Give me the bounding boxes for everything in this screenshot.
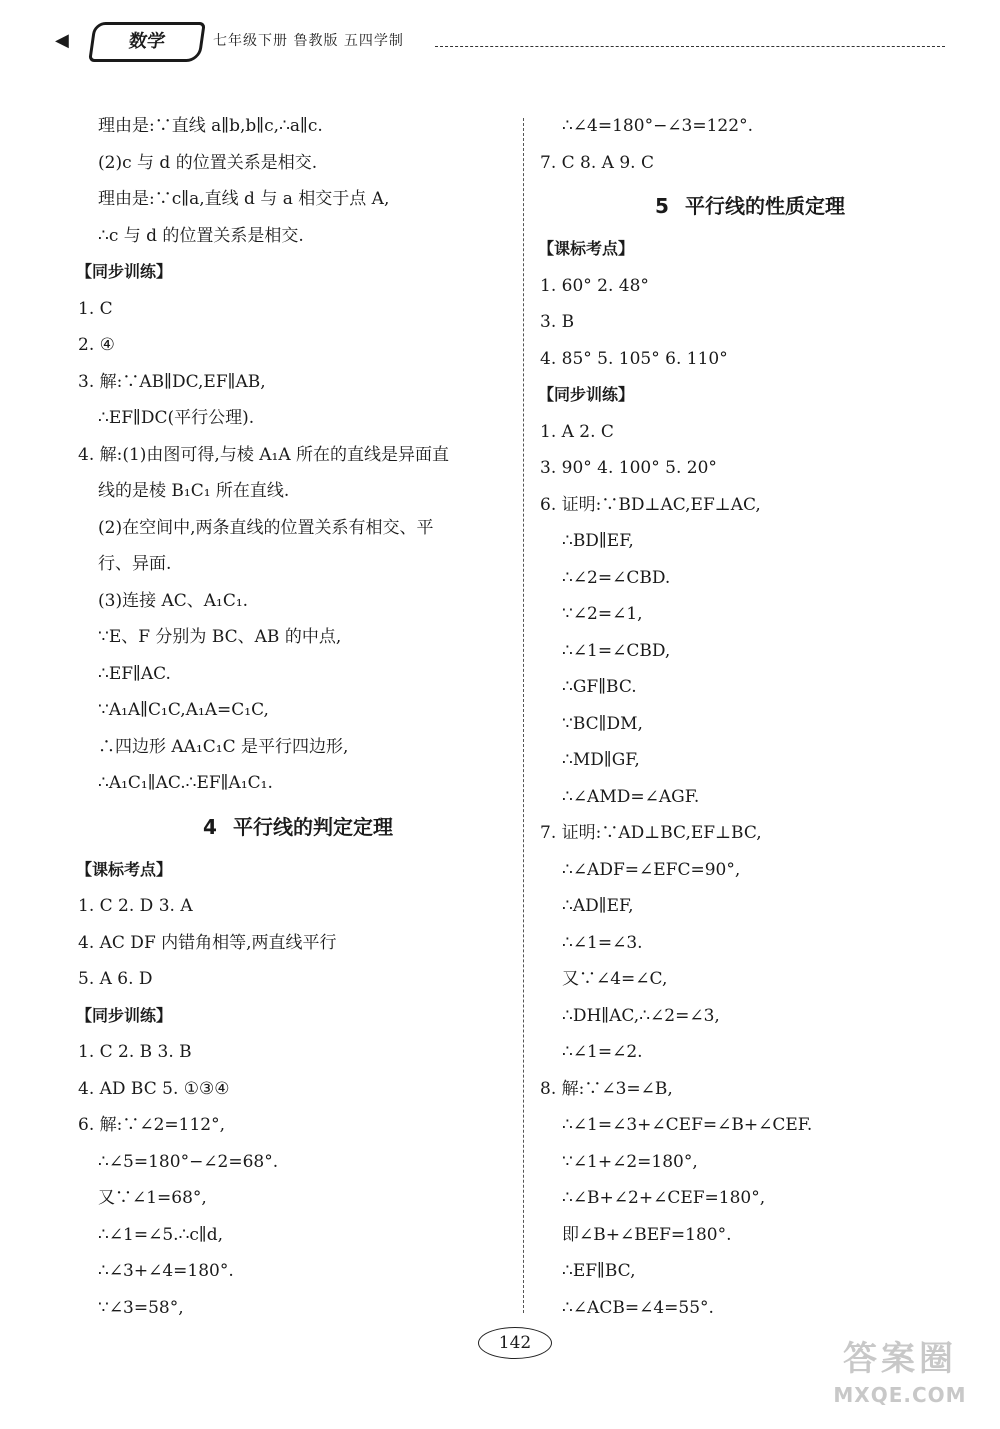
section-tag-label: 【课标考点】 (538, 239, 635, 258)
answer-line: 理由是:∵直线 a∥b,b∥c,∴a∥c. (98, 116, 323, 136)
answer-line: (3)连接 AC、A₁C₁. (98, 590, 249, 611)
section-tag (78, 998, 518, 1035)
book-subtitle: 七年级下册 鲁教版 五四学制 (213, 33, 404, 49)
subject-logo: 数学 (88, 22, 206, 62)
answer-line: 7. 证明:∵AD⊥BC,EF⊥BC, (540, 823, 762, 843)
column-divider (523, 118, 524, 1313)
section-tag (540, 377, 960, 414)
watermark-url: MXQE.COM (833, 1383, 967, 1407)
answer-line: ∴∠4=180°−∠3=122°. (562, 116, 753, 136)
section-title: 平行线的判定定理 (232, 814, 393, 839)
answer-line: ∴DH∥AC,∴∠2=∠3, (562, 1005, 720, 1026)
right-column (540, 108, 960, 1326)
answer-line: ∴EF∥DC(平行公理). (98, 408, 255, 428)
answer-line: ∴∠2=∠CBD. (562, 567, 671, 588)
answer-line: ∴EF∥BC, (562, 1261, 636, 1281)
answer-line: 4. AD BC 5. ①③④ (78, 1078, 230, 1099)
answer-line: ∵∠3=58°, (98, 1297, 184, 1318)
answer-line: ∵A₁A∥C₁C,A₁A=C₁C, (98, 700, 269, 720)
section-tag (78, 254, 518, 291)
answer-line: 线的是棱 B₁C₁ 所在直线. (98, 481, 290, 501)
answer-line: ∴∠1=∠3+∠CEF=∠B+∠CEF. (562, 1115, 813, 1135)
answer-line: ∴∠AMD=∠AGF. (562, 786, 700, 807)
answer-line: 又∵∠4=∠C, (562, 969, 668, 989)
answer-line: ∵E、F 分别为 BC、AB 的中点, (98, 627, 342, 647)
section-title: 平行线的性质定理 (684, 194, 845, 218)
section-tag-label: 【同步训练】 (538, 385, 635, 404)
section-tag (540, 231, 960, 268)
answer-line: 3. 90° 4. 100° 5. 20° (540, 458, 717, 478)
left-column (78, 108, 518, 1326)
answer-line: 1. 60° 2. 48° (540, 275, 649, 296)
answer-line: 3. B (540, 312, 575, 332)
section-number: 5 (655, 194, 669, 218)
section-tag-label: 【同步训练】 (76, 262, 173, 281)
answer-line: 4. 85° 5. 105° 6. 110° (540, 348, 728, 369)
answer-line: ∴∠1=∠CBD, (562, 640, 671, 661)
answer-line: ∴∠5=180°−∠2=68°. (98, 1151, 279, 1172)
answer-line: ∴GF∥BC. (562, 677, 637, 697)
answer-line: ∴∠1=∠5.∴c∥d, (98, 1224, 224, 1245)
answer-line: (2)在空间中,两条直线的位置关系有相交、平 (98, 517, 434, 538)
answer-line: ∴∠1=∠3. (562, 932, 643, 953)
section-tag-label: 【课标考点】 (76, 859, 173, 879)
answer-line: ∴A₁C₁∥AC.∴EF∥A₁C₁. (98, 773, 273, 793)
answer-line: 7. C 8. A 9. C (540, 152, 654, 173)
answer-line: ∴MD∥GF, (562, 750, 640, 770)
section-tag-label: 【同步训练】 (76, 1005, 173, 1025)
answer-line: 5. A 6. D (78, 969, 153, 989)
section-tag (78, 852, 518, 889)
watermark-text: 答案圈 (843, 1339, 957, 1379)
answer-line: 6. 证明:∵BD⊥AC,EF⊥AC, (540, 494, 761, 515)
answer-line: ∴AD∥EF, (562, 896, 634, 916)
answer-line: 行、异面. (98, 554, 172, 574)
page-header (55, 18, 945, 62)
answer-line: ∴∠3+∠4=180°. (98, 1261, 234, 1281)
section-number: 4 (203, 814, 217, 839)
answer-line: ∴EF∥AC. (98, 663, 171, 684)
answer-line: (2)c 与 d 的位置关系是相交. (98, 152, 318, 173)
answer-line: 1. C (78, 298, 113, 319)
answer-line: ∴∠ACB=∠4=55°. (562, 1297, 714, 1318)
answer-line: 4. AC DF 内错角相等,两直线平行 (78, 932, 337, 953)
answer-line: 6. 解:∵∠2=112°, (78, 1115, 226, 1135)
answer-line: 又∵∠1=68°, (98, 1188, 207, 1208)
answer-line: 1. A 2. C (540, 421, 614, 442)
answer-line: 1. C 2. B 3. B (78, 1042, 192, 1062)
answer-line: 2. ④ (78, 335, 115, 355)
answer-line: ∴∠B+∠2+∠CEF=180°, (562, 1188, 766, 1208)
answer-line: ∴BD∥EF, (562, 531, 634, 551)
section-heading (78, 802, 518, 852)
answer-line: 理由是:∵c∥a,直线 d 与 a 相交于点 A, (98, 189, 390, 209)
header-rule (435, 46, 945, 47)
answer-line: 8. 解:∵∠3=∠B, (540, 1078, 673, 1099)
answer-line: 1. C 2. D 3. A (78, 896, 193, 916)
answer-line: ∴四边形 AA₁C₁C 是平行四边形, (98, 736, 349, 757)
answer-line: 即∠B+∠BEF=180°. (562, 1224, 732, 1245)
section-heading (540, 181, 960, 231)
watermark-logo (820, 1336, 980, 1416)
answer-line: ∴∠ADF=∠EFC=90°, (562, 859, 741, 880)
answer-line: 3. 解:∵AB∥DC,EF∥AB, (78, 371, 266, 392)
page-number: 142 (478, 1327, 552, 1359)
answer-line: ∵∠1+∠2=180°, (562, 1151, 698, 1172)
corner-arrow-icon: ◀ (55, 30, 69, 51)
answer-line: ∴∠1=∠2. (562, 1042, 643, 1062)
answer-line: ∵BC∥DM, (562, 713, 643, 734)
answer-line: ∴c 与 d 的位置关系是相交. (98, 225, 304, 246)
answer-line: 4. 解:(1)由图可得,与棱 A₁A 所在的直线是异面直 (78, 444, 450, 465)
answer-line: ∵∠2=∠1, (562, 604, 643, 624)
